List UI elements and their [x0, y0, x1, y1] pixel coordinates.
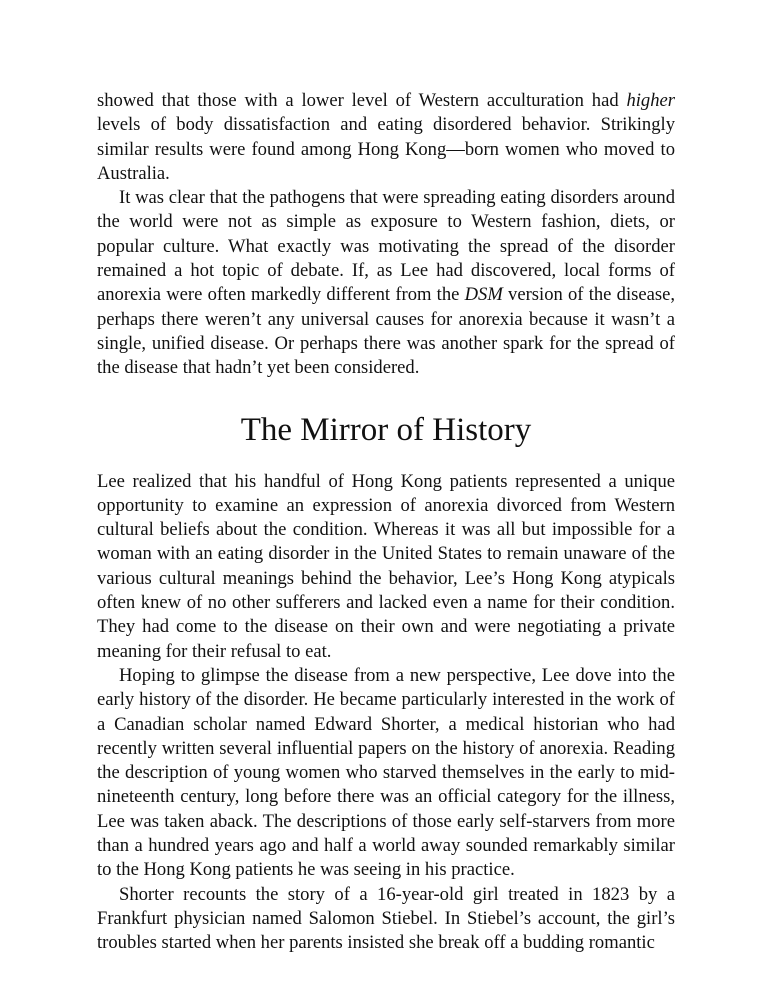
book-page — [97, 89, 675, 956]
paragraph-text: version of the disease, perhaps there weren’t any universal causes for anorexia because it wasn’t a single, unified disease. Or perhaps there was another spark for the spread of the disease that hadn’t yet been considered. — [97, 284, 675, 379]
paragraph-text: levels of body dissatisfaction and eating disordered behavior. Strikingly similar results were found among Hong Kong—born women who moved to Australia. — [97, 114, 675, 184]
emphasis-text: DSM — [464, 284, 503, 306]
paragraph-continuation — [97, 89, 675, 186]
emphasis-text: higher — [626, 90, 675, 111]
paragraph-lee-realized: Lee realized that his handful of Hong Kong patients represented a unique opportunity to examine an expression of anorexia divorced from Western cultural beliefs about the condition. Whereas it was all but impossible for a woman with an eating disorder in the United States to remain unaware of the various cultural meanings behind the behavior, Lee’s Hong Kong atypicals often knew of no other sufferers and lacked even a name for their condition. They had come to the disease on their own and were negotiating a private meaning for their refusal to eat. — [97, 470, 675, 662]
paragraph-hoping: Hoping to glimpse the disease from a new perspective, Lee dove into the early history of the disorder. He became particularly interested in the work of a Canadian scholar named Edward Shorter, a medical historian who had recently written several influential papers on the history of anorexia. Reading the description of young women who starved themselves in the early to mid-nineteenth century, long before there was an official category for the illness, Lee was taken aback. The descriptions of those early self-starvers from more than a hundred years ago and half a world away sounded remarkably similar to the Hong Kong patients he was seeing in his practice. — [97, 664, 675, 881]
paragraph-shorter: Shorter recounts the story of a 16-year-old girl treated in 1823 by a Frankfurt physician named Salomon Stiebel. In Stiebel’s account, the girl’s troubles started when her parents insisted she break off a budding romantic — [97, 883, 675, 954]
section-heading: The Mirror of History — [240, 411, 532, 448]
paragraph-text: showed that those with a lower level of Western acculturation had — [97, 90, 627, 111]
paragraph-pathogens — [97, 186, 675, 380]
paragraph-text: It was clear that the pathogens that were spreading eating disorders around the world were not as simple as exposure to Western fashion, diets, or popular culture. What exactly was motivating the spread of the disorder remained a hot topic of debate. If, as Lee had discovered, local forms of anorexia were often markedly different from the — [97, 187, 675, 306]
